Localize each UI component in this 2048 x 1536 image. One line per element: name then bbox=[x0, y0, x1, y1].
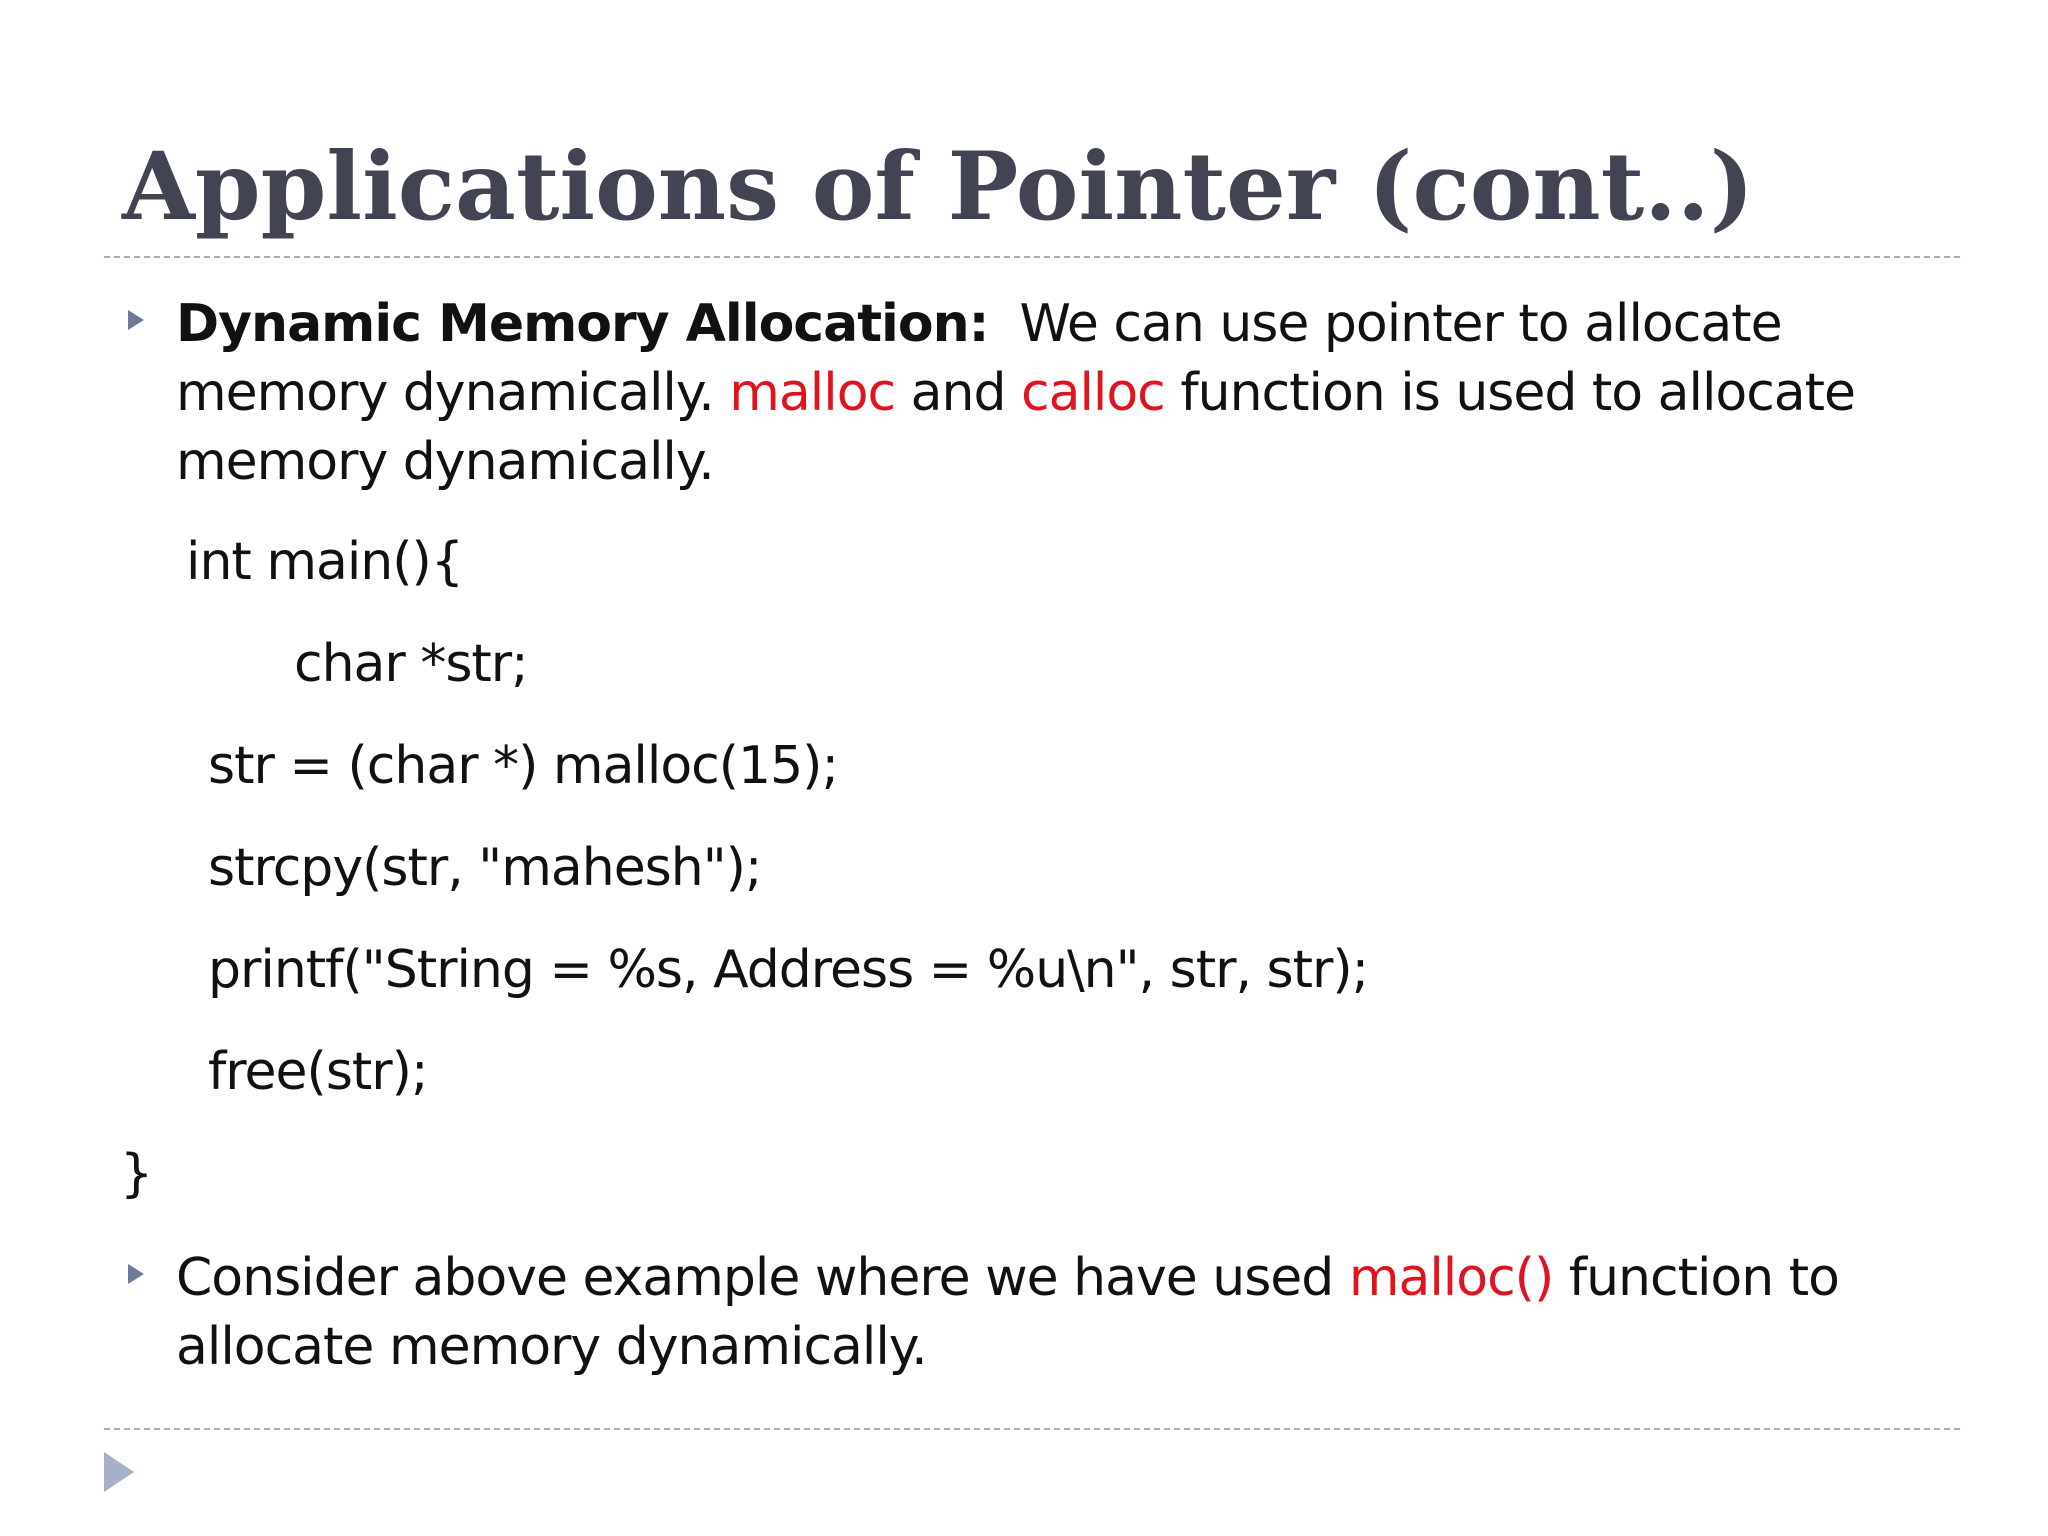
highlight-malloc: malloc bbox=[729, 363, 896, 423]
bullet-text bbox=[176, 290, 1962, 497]
slide-title: Applications of Pointer (cont..) bbox=[122, 132, 1755, 242]
bullet-text-part: function to allocate memory dynamically. bbox=[176, 1248, 1839, 1377]
code-line: str = (char *) malloc(15); bbox=[208, 736, 838, 796]
code-line: printf("String = %s, Address = %u\n", str, str); bbox=[208, 940, 1369, 1000]
code-line: } bbox=[120, 1144, 153, 1204]
footer-triangle-icon bbox=[104, 1452, 134, 1492]
footer-divider bbox=[104, 1428, 1960, 1430]
bullet-text-part: Consider above example where we have used bbox=[176, 1248, 1334, 1308]
bullet-text-part: We can use pointer to allocate memory dynamically. bbox=[176, 294, 1782, 423]
title-divider bbox=[104, 256, 1960, 258]
bullet-label: Dynamic Memory Allocation: bbox=[176, 294, 989, 354]
highlight-malloc-call: malloc() bbox=[1348, 1248, 1554, 1308]
bullet-consider-example bbox=[122, 1244, 1962, 1382]
bullet-text-part: function is used to allocate memory dynamically. bbox=[176, 363, 1856, 492]
code-line: free(str); bbox=[208, 1042, 428, 1102]
bullet-text-part: and bbox=[910, 363, 1006, 423]
bullet-text bbox=[176, 1244, 1962, 1382]
bullet-triangle-icon bbox=[128, 310, 144, 330]
bullet-triangle-icon bbox=[128, 1264, 144, 1284]
code-line: strcpy(str, "mahesh"); bbox=[208, 838, 762, 898]
bullet-dynamic-memory-allocation bbox=[122, 290, 1962, 497]
code-line: int main(){ bbox=[186, 532, 463, 592]
code-line: char *str; bbox=[294, 634, 528, 694]
highlight-calloc: calloc bbox=[1021, 363, 1165, 423]
